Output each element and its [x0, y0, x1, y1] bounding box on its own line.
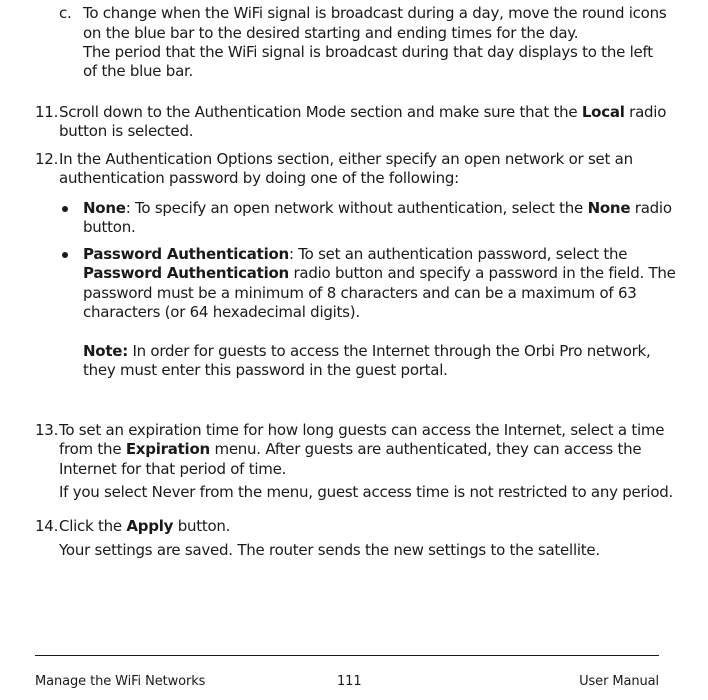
step-11-line-1	[59, 103, 666, 123]
step-11-number: 11.	[35, 103, 59, 121]
step-14-number: 14.	[35, 517, 59, 535]
step-13-number: 13.	[35, 421, 59, 439]
step-11-line-2: button is selected.	[59, 122, 194, 140]
footer-doc-title: User Manual	[579, 674, 659, 689]
none-term: None	[83, 199, 126, 217]
bullet-none-line-2: button.	[83, 218, 136, 236]
none-text: : To specify an open network without authentication, select the	[125, 199, 588, 217]
password-auth-term: Password Authentication	[83, 245, 289, 263]
apply-term: Apply	[126, 517, 174, 535]
step-13-text: from the	[59, 440, 126, 458]
page-number: 111	[337, 674, 362, 689]
note-line-2: they must enter this password in the guest portal.	[83, 361, 448, 379]
bullet-dot-none	[62, 206, 68, 212]
footer-divider	[35, 655, 659, 656]
step-13-text-end: menu. After guests are authenticated, they can access the	[209, 440, 642, 458]
step-14-line-2: Your settings are saved. The router sends the new settings to the satellite.	[59, 541, 600, 559]
step-c-line-3: The period that the WiFi signal is broadcast during that day displays to the left	[83, 43, 653, 61]
step-14-line-1	[59, 517, 230, 537]
step-12-line-2: authentication password by doing one of the following:	[59, 169, 459, 187]
expiration-term: Expiration	[125, 440, 210, 458]
none-term-2: None	[587, 199, 631, 217]
step-c-line-4: of the blue bar.	[83, 62, 194, 80]
local-term: Local	[581, 103, 625, 121]
step-c-line-2: on the blue bar to the desired starting and ending times for the day.	[83, 24, 579, 42]
bullet-password-line-1	[83, 245, 627, 265]
step-14-text: Click the	[59, 517, 127, 535]
step-13-line-4: If you select Never from the menu, guest access time is not restricted to any period.	[59, 483, 674, 501]
bullet-none-line-1	[83, 199, 672, 219]
step-12-line-1: In the Authentication Options section, either specify an open network or set an	[59, 150, 633, 168]
step-12-number: 12.	[35, 150, 59, 168]
step-11-text-end: radio	[624, 103, 667, 121]
note-label: Note:	[83, 342, 128, 360]
note-line-1	[83, 342, 651, 362]
bullet-password-line-4: characters (or 64 hexadecimal digits).	[83, 303, 360, 321]
note-text: In order for guests to access the Internet through the Orbi Pro network,	[127, 342, 651, 360]
none-text-end: radio	[630, 199, 672, 217]
step-11-text: Scroll down to the Authentication Mode section and make sure that the	[59, 103, 582, 121]
step-c-line-1: To change when the WiFi signal is broadcast during a day, move the round icons	[83, 4, 667, 22]
bullet-dot-password	[62, 252, 68, 258]
password-auth-text: : To set an authentication password, select the	[288, 245, 628, 263]
bullet-password-line-2	[83, 264, 676, 284]
bullet-password-line-3: password must be a minimum of 8 characters and can be a maximum of 63	[83, 284, 637, 302]
password-auth-text-2: radio button and specify a password in the field. The	[288, 264, 676, 282]
step-c-marker: c.	[59, 4, 72, 22]
step-13-line-1: To set an expiration time for how long guests can access the Internet, select a time	[59, 421, 665, 439]
password-auth-term-2: Password Authentication	[83, 264, 289, 282]
step-14-text-end: button.	[173, 517, 231, 535]
step-13-line-2	[59, 440, 641, 460]
step-13-line-3: Internet for that period of time.	[59, 460, 287, 478]
footer-section-title: Manage the WiFi Networks	[35, 674, 206, 689]
